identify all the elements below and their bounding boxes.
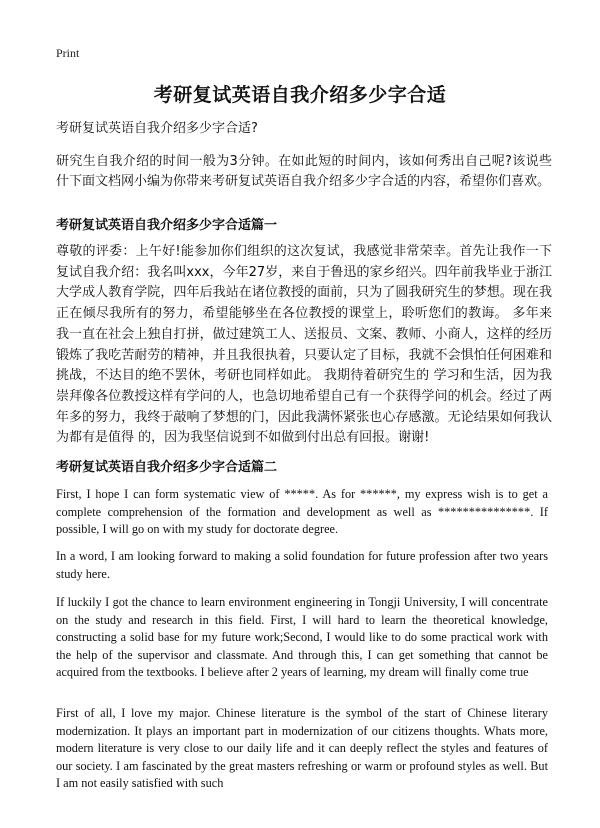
page-title: 考研复试英语自我介绍多少字合适 [153, 84, 447, 106]
intro-paragraph: 研究生自我介绍的时间一般为3分钟。在如此短的时间内，该如何秀出自己呢?该说些什下面文档网小编为你带来考研复试英语自我介绍多少字合适的内容，希望你们喜欢。 [56, 154, 552, 189]
question-line: 考研复试英语自我介绍多少字合适? [56, 121, 258, 136]
section1-heading: 考研复试英语自我介绍多少字合适篇一 [56, 218, 278, 233]
english-paragraph-1: First, I hope I can form systematic view of *****. As for ******, my express wish is to get a complete comprehension of the formation and development as well as ***************. If possible, I will go on with my study for doctorate degree. [56, 487, 548, 536]
section1-body: 尊敬的评委：上午好!能参加你们组织的这次复试，我感觉非常荣幸。首先让我作一下复试自我介绍：我名叫xxx，今年27岁，来自于鲁迅的家乡绍兴。四年前我毕业于浙江大学成人教育学院，四年后我站在诸位教授的面前，只为了圆我研究生的梦想。现在我正在倾尽我所有的努力，希望能够坐在各位教授的课堂上，聆听您们的教诲。 多年来我一直在社会上独自打拼，做过建筑工人、送报员、文案、教师、小商人，这样的经历锻炼了我吃苦耐劳的精神，并且我很执着，只要认定了目标，我就不会惧怕任何困难和挑战，不达目的绝不罢休，考研也同样如此。 我期待着研究生的 学习和生活，因为我崇拜像各位教授这样有学问的人，也急切地希望自己有一个获得学问的机会。经过了两年多的努力，我终于敲响了梦想的门，因此我满怀紧张也心存感激。无论结果如何我认为都有是值得 的，因为我坚信说到不如做到付出总有回报。谢谢! [56, 244, 552, 446]
english-paragraph-3: If luckily I got the chance to learn environment engineering in Tongji University, I will concentrate on the study and research in this field. First, I will hard to learn the theoretical knowledge, constructing a solid base for my future work;Second, I would like to do some practical work with the help of the supervisor and classmate. And through this, I can get something that cannot be acquired from the textbooks. I believe after 2 years of learning, my dream will finally come true [56, 595, 548, 679]
section2-heading: 考研复试英语自我介绍多少字合适篇二 [56, 460, 278, 475]
english-paragraph-4: First of all, I love my major. Chinese literature is the symbol of the start of Chinese literary modernization. It plays an important part in modernization of our citizens thoughts. Whats more, modern literature is very close to our daily life and it can deeply reflect the styles and features of our society. I am fascinated by the great masters refreshing or warm or profound styles as well. But I am not easily satisfied with such [56, 706, 548, 790]
english-paragraph-2: In a word, I am looking forward to making a solid foundation for future profession after two years study here. [56, 549, 548, 581]
print-link[interactable]: Print [56, 46, 80, 60]
